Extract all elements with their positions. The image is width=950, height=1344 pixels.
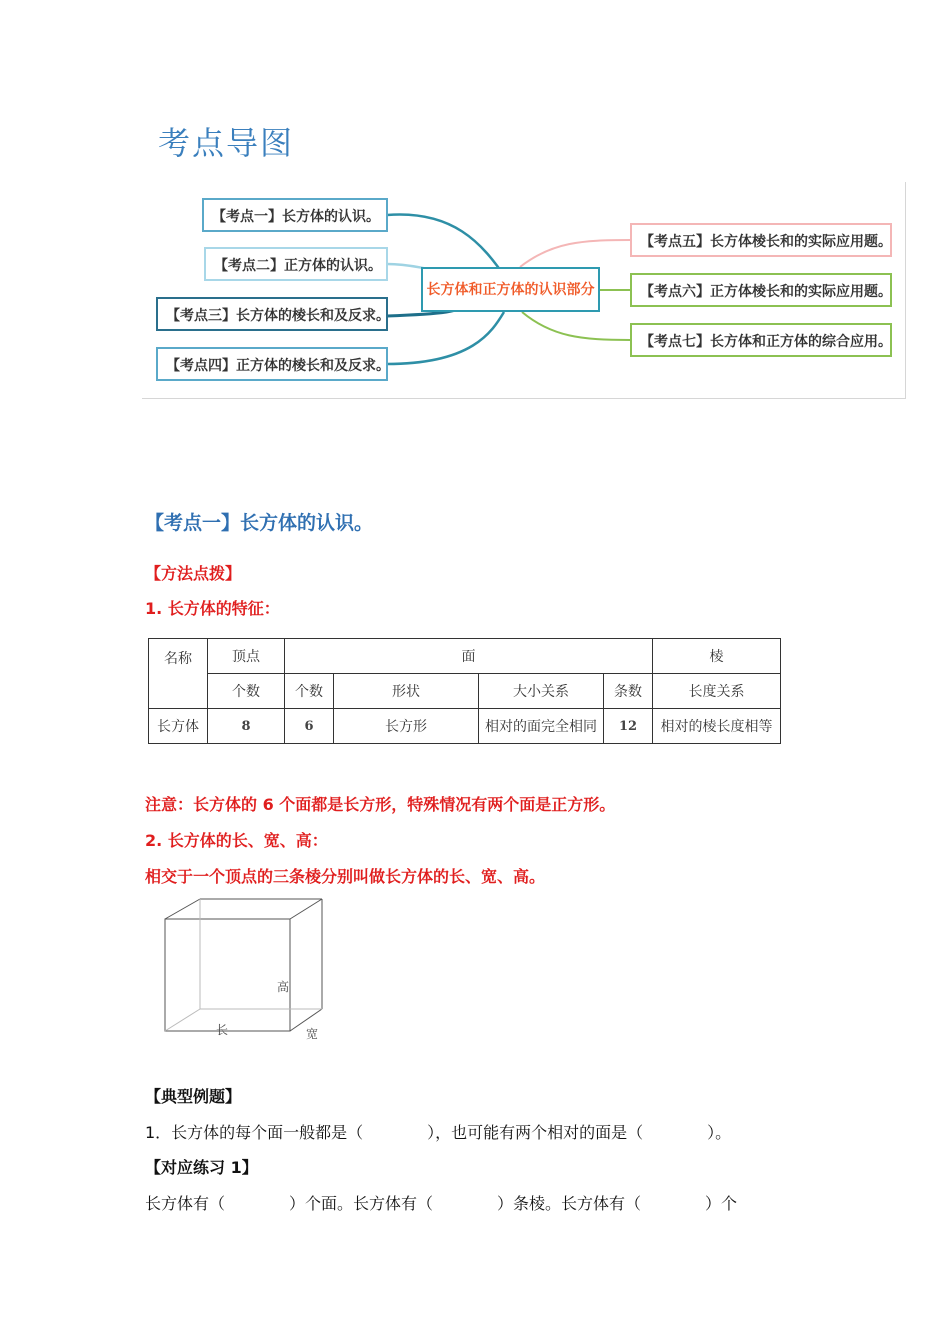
table-header-vertex: 顶点 <box>208 639 285 674</box>
table-sub-face-shape: 形状 <box>334 674 479 709</box>
mindmap-node-topic-5: 【考点五】长方体棱长和的实际应用题。 <box>630 223 892 257</box>
example-label: 【典型例题】 <box>145 1087 242 1106</box>
example-question-1: 1．长方体的每个面一般都是（ ），也可能有两个相对的面是（ ）。 <box>145 1123 732 1142</box>
table-cell-vertex-count: 8 <box>208 709 285 744</box>
table-cell-edge-count: 12 <box>604 709 653 744</box>
mindmap-node-topic-1: 【考点一】长方体的认识。 <box>202 198 388 232</box>
section-heading-topic-1: 【考点一】长方体的认识。 <box>145 512 374 534</box>
mindmap-center-node: 长方体和正方体的认识部分 <box>421 267 600 312</box>
mindmap-node-topic-6: 【考点六】正方体棱长和的实际应用题。 <box>630 273 892 307</box>
mindmap-node-topic-7: 【考点七】长方体和正方体的综合应用。 <box>630 323 892 357</box>
table-sub-edge-count: 条数 <box>604 674 653 709</box>
cuboid-drawing <box>160 895 330 1040</box>
mind-map <box>142 182 906 399</box>
table-cell-face-size: 相对的面完全相同 <box>479 709 604 744</box>
label-width: 宽 <box>306 1027 319 1041</box>
cuboid-figure <box>160 895 330 1040</box>
table-cell-name: 长方体 <box>149 709 208 744</box>
point-2-heading: 2. 长方体的长、宽、高： <box>145 831 328 850</box>
table-sub-vertex-count: 个数 <box>208 674 285 709</box>
table-cell-edge-length: 相对的棱长度相等 <box>653 709 781 744</box>
point-1-heading: 1. 长方体的特征： <box>145 599 280 618</box>
table-header-face: 面 <box>285 639 653 674</box>
practice-question-1: 长方体有（ ）个面。长方体有（ ）条棱。长方体有（ ）个 <box>145 1194 738 1213</box>
label-length: 长 <box>216 1023 229 1037</box>
practice-label: 【对应练习 1】 <box>145 1158 258 1177</box>
table-header-name: 名称 <box>149 639 208 709</box>
mindmap-node-topic-2: 【考点二】正方体的认识。 <box>204 247 388 281</box>
table-sub-face-count: 个数 <box>285 674 334 709</box>
page-title: 考点导图 <box>158 124 295 162</box>
cuboid-features-table <box>148 638 781 744</box>
note-text: 注意：长方体的 6 个面都是长方形，特殊情况有两个面是正方形。 <box>145 795 616 814</box>
point-2-description: 相交于一个顶点的三条棱分别叫做长方体的长、宽、高。 <box>145 867 546 886</box>
table-sub-edge-length: 长度关系 <box>653 674 781 709</box>
table-cell-face-shape: 长方形 <box>334 709 479 744</box>
table-header-edge: 棱 <box>653 639 781 674</box>
label-height: 高 <box>277 980 290 994</box>
table-cell-face-count: 6 <box>285 709 334 744</box>
mindmap-node-topic-4: 【考点四】正方体的棱长和及反求。 <box>156 347 388 381</box>
method-label: 【方法点拨】 <box>145 564 242 583</box>
mindmap-node-topic-3: 【考点三】长方体的棱长和及反求。 <box>156 297 388 331</box>
table-sub-face-size: 大小关系 <box>479 674 604 709</box>
